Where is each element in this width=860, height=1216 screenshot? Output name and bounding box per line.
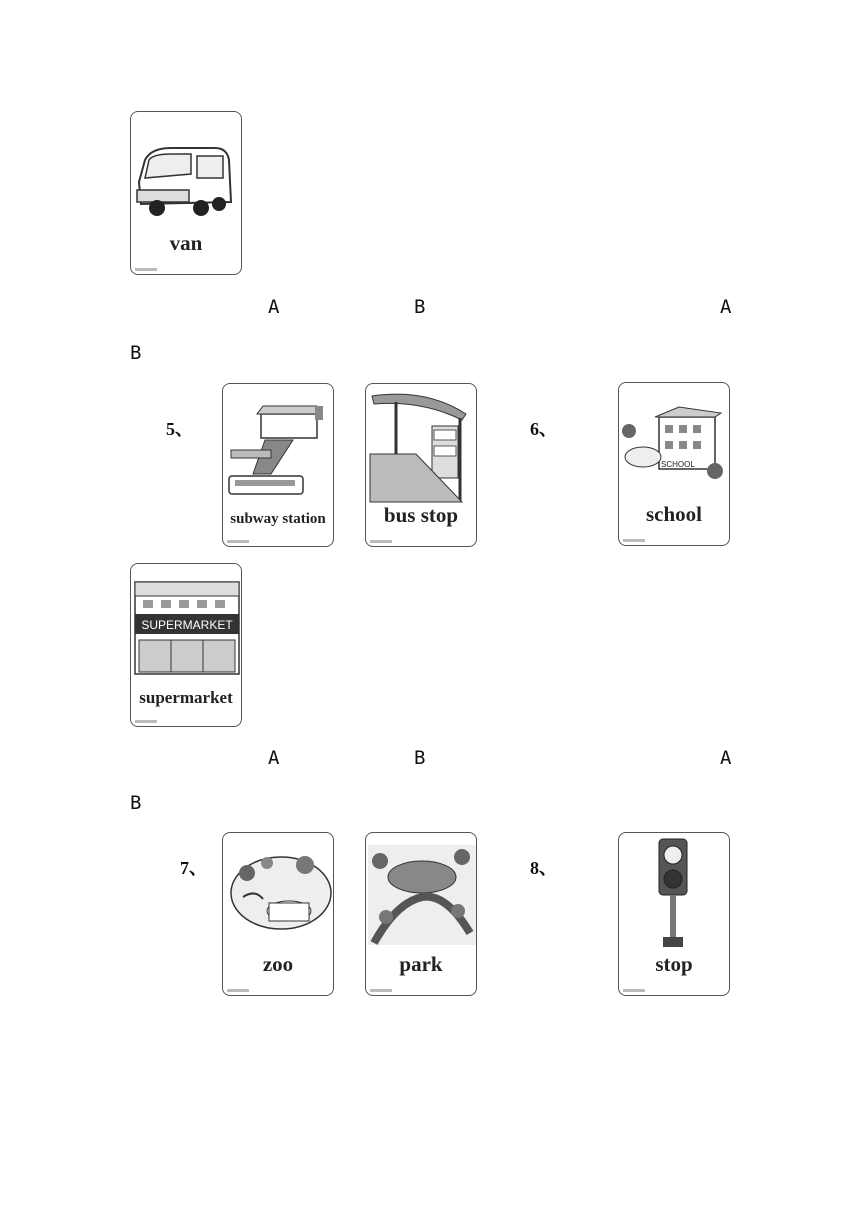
bus-stop-card [365,383,477,547]
option-a[interactable]: A [268,296,280,318]
school-card [618,382,730,546]
option-b[interactable]: B [130,342,142,364]
card-footnote [370,989,392,992]
question-number-8: 8、 [530,858,557,878]
option-b[interactable]: B [130,792,142,814]
van-icon [131,112,242,232]
zoo-label: zoo [262,952,294,976]
card-footnote [370,540,392,543]
option-a[interactable]: A [720,296,732,318]
van-label: van [169,231,203,255]
card-footnote [135,268,157,271]
card-footnote [135,720,157,723]
question-number-6: 6、 [530,419,557,439]
option-a[interactable]: A [720,747,732,769]
subway-station-card [222,383,334,547]
park-card [365,832,477,996]
bus-stop-icon [366,384,477,504]
school-label: school [645,502,702,526]
bus-stop-label: bus stop [383,503,459,527]
stop-card [618,832,730,996]
zoo-card [222,832,334,996]
question-number-7: 7、 [180,858,207,878]
park-label: park [399,952,443,976]
subway-station-label: subway station [230,511,326,527]
option-a[interactable]: A [268,747,280,769]
card-footnote [227,989,249,992]
school-icon [619,383,730,503]
supermarket-card [130,563,242,727]
subway-station-icon [223,384,334,504]
option-b[interactable]: B [414,296,426,318]
option-b[interactable]: B [414,747,426,769]
supermarket-label: supermarket [139,688,233,707]
van-card [130,111,242,275]
school-sign: SCHOOL [661,460,695,469]
card-footnote [227,540,249,543]
zoo-icon [223,833,334,953]
supermarket-icon [131,564,242,684]
traffic-light-icon [619,833,730,953]
card-footnote [623,989,645,992]
park-icon [366,833,477,953]
stop-label: stop [655,952,693,976]
question-number-5: 5、 [166,419,193,439]
card-footnote [623,539,645,542]
supermarket-sign: SUPERMARKET [141,618,233,632]
